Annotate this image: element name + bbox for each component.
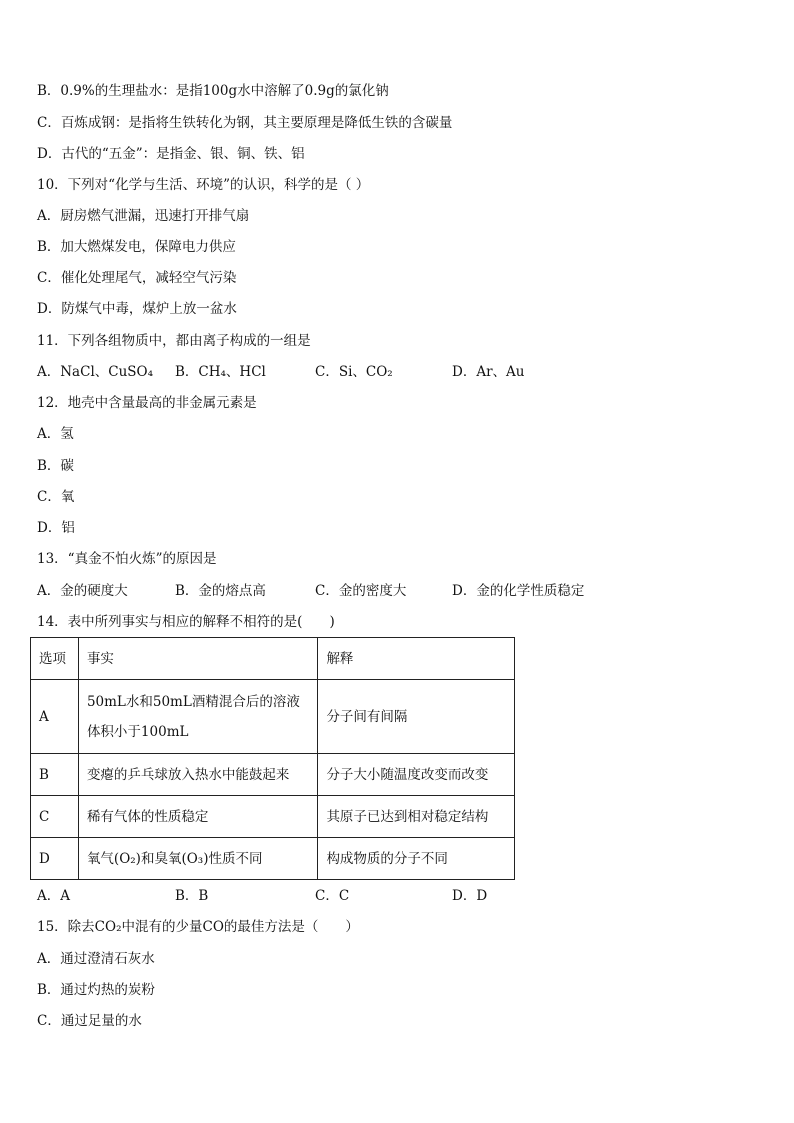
- q11-option-a: A．NaCl、CuSO₄: [37, 364, 154, 380]
- q10-option-b: B．加大燃煤发电，保障电力供应: [37, 239, 236, 255]
- q11-option-d: D．Ar、Au: [452, 364, 525, 380]
- table-header-row: [31, 638, 515, 680]
- table-row: [31, 796, 515, 838]
- q12-option-b: B．碳: [37, 458, 74, 474]
- q15-option-a: A．通过澄清石灰水: [37, 951, 155, 967]
- q11-option-b: B．CH₄、HCl: [175, 364, 266, 380]
- cell-fact: 变瘪的乒乓球放入热水中能鼓起来: [78, 754, 318, 796]
- q14-option-c: C．C: [315, 888, 350, 904]
- header-option: 选项: [31, 638, 79, 680]
- cell-explanation: 分子大小随温度改变而改变: [318, 754, 515, 796]
- cell-fact: 氧气(O₂)和臭氧(O₃)性质不同: [78, 838, 318, 880]
- q9-option-c: C．百炼成钢：是指将生铁转化为钢，其主要原理是降低生铁的含碳量: [37, 115, 453, 131]
- header-fact: 事实: [78, 638, 318, 680]
- q15-option-b: B．通过灼热的炭粉: [37, 982, 155, 998]
- q14-option-b: B．B: [175, 888, 209, 904]
- question-10: 10．下列对“化学与生活、环境”的认识，科学的是（ ）: [37, 177, 370, 193]
- q14-option-d: D．D: [452, 888, 488, 904]
- q10-option-c: C．催化处理尾气，减轻空气污染: [37, 270, 237, 286]
- q12-option-a: A．氢: [37, 426, 74, 442]
- question-15: 15．除去CO₂中混有的少量CO的最佳方法是（ ）: [37, 919, 359, 935]
- q10-option-a: A．厨房燃气泄漏，迅速打开排气扇: [37, 208, 250, 224]
- q12-option-d: D．铝: [37, 520, 75, 536]
- q9-option-d: D．古代的“五金”：是指金、银、铜、铁、铝: [37, 146, 305, 162]
- q14-option-a: A．A: [37, 888, 70, 904]
- question-13: 13．“真金不怕火炼”的原因是: [37, 551, 217, 567]
- table-row: [31, 754, 515, 796]
- q13-option-d: D．金的化学性质稳定: [452, 583, 585, 599]
- cell-option: C: [31, 796, 79, 838]
- q9-option-b: B．0.9%的生理盐水：是指100g水中溶解了0.9g的氯化钠: [37, 83, 389, 99]
- cell-option: A: [31, 680, 79, 754]
- header-explanation: 解释: [318, 638, 515, 680]
- cell-option: D: [31, 838, 79, 880]
- table-row: [31, 680, 515, 754]
- question-11: 11．下列各组物质中，都由离子构成的一组是: [37, 333, 311, 349]
- q11-option-c: C．Si、CO₂: [315, 364, 393, 380]
- q10-option-d: D．防煤气中毒，煤炉上放一盆水: [37, 301, 237, 317]
- cell-explanation: 构成物质的分子不同: [318, 838, 515, 880]
- q13-option-a: A．金的硬度大: [37, 583, 128, 599]
- table-row: [31, 838, 515, 880]
- facts-table: [30, 637, 515, 880]
- q13-option-b: B．金的熔点高: [175, 583, 266, 599]
- cell-fact: 50mL水和50mL酒精混合后的溶液体积小于100mL: [78, 680, 318, 754]
- q12-option-c: C．氧: [37, 489, 75, 505]
- cell-option: B: [31, 754, 79, 796]
- cell-fact: 稀有气体的性质稳定: [78, 796, 318, 838]
- cell-explanation: 其原子已达到相对稳定结构: [318, 796, 515, 838]
- question-12: 12．地壳中含量最高的非金属元素是: [37, 395, 257, 411]
- q13-option-c: C．金的密度大: [315, 583, 407, 599]
- cell-explanation: 分子间有间隔: [318, 680, 515, 754]
- q15-option-c: C．通过足量的水: [37, 1013, 142, 1029]
- question-14: 14．表中所列事实与相应的解释不相符的是( ): [37, 614, 335, 630]
